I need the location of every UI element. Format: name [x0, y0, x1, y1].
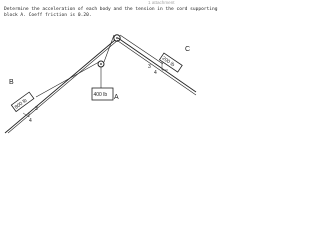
block-c-letter: C — [185, 46, 191, 53]
block-b-letter: B — [9, 79, 14, 86]
movable-pulley — [98, 61, 104, 67]
block-a-weight: 400 lb — [93, 92, 108, 98]
problem-line-1: Determine the acceleration of each body and the tension in the cord supporting — [4, 7, 218, 12]
right-slope-rise: 3 — [148, 64, 151, 70]
mechanics-diagram — [0, 0, 218, 124]
attachment-count[interactable]: 1 attachment — [148, 0, 175, 5]
block-b — [11, 92, 34, 111]
block-b-weight: 800 lb — [13, 97, 29, 111]
top-pulley — [114, 35, 120, 41]
block-a — [92, 88, 113, 100]
right-slope-run: 4 — [154, 70, 157, 76]
problem-line-2: block A. Coeff friction is 0.20. — [4, 13, 92, 19]
left-slope-run: 4 — [29, 118, 32, 124]
problem-screenshot — [0, 0, 218, 124]
block-c-weight: 200 lb — [160, 55, 176, 69]
left-slope-triangle — [23, 106, 38, 124]
block-a-letter: A — [114, 94, 119, 101]
left-slope-rise: 3 — [35, 106, 38, 112]
